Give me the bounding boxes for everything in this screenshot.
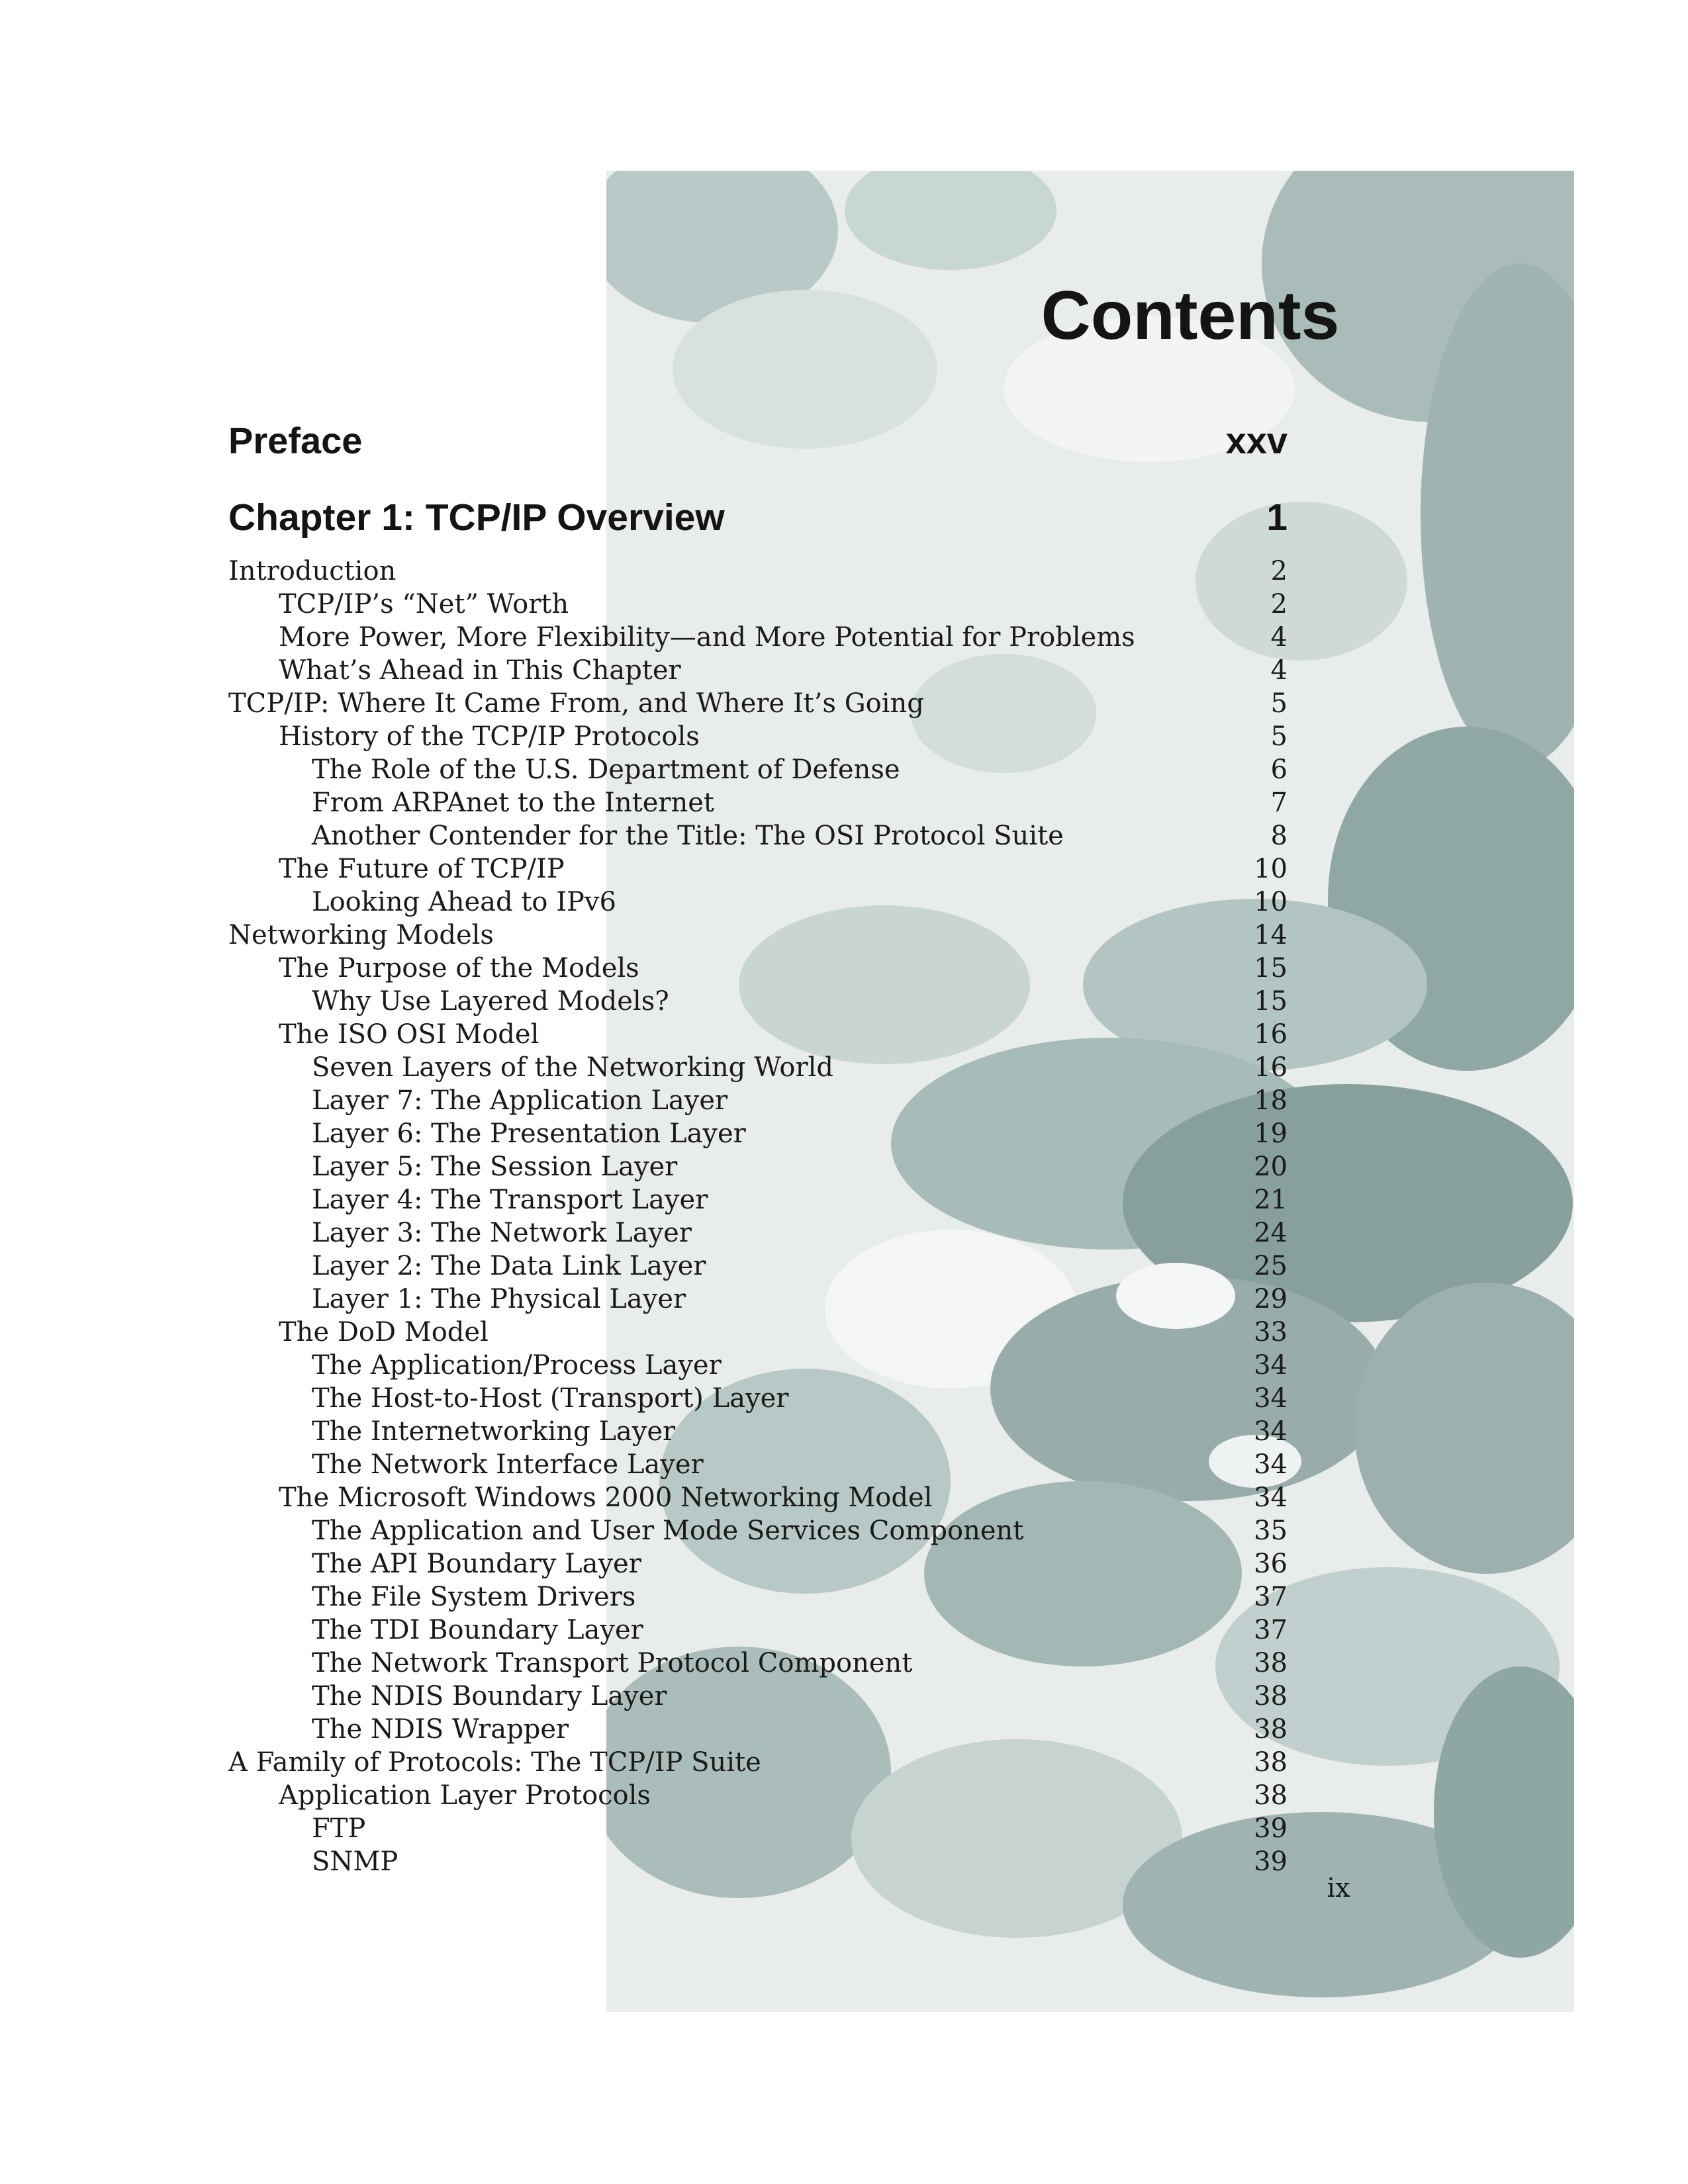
toc-entry-label: What’s Ahead in This Chapter [279,655,681,686]
toc-entry-label: History of the TCP/IP Protocols [279,721,700,752]
toc-entry[interactable] [228,1415,1288,1448]
toc-entry-label: The Application/Process Layer [312,1350,722,1381]
toc-entry[interactable] [228,1349,1288,1382]
toc-entry-label: The Purpose of the Models [279,953,639,983]
toc-entry-label: Layer 3: The Network Layer [312,1218,692,1248]
toc-entry-label: FTP [312,1813,366,1844]
toc-entry[interactable] [228,1547,1288,1580]
toc-entry-label: The Network Interface Layer [312,1449,704,1480]
toc-entry[interactable] [228,1183,1288,1216]
toc-entry-label: From ARPAnet to the Internet [312,788,714,818]
toc-entry-label: The Application and User Mode Services Component [312,1516,1024,1546]
toc-entry-label: The Future of TCP/IP [279,854,565,884]
toc-entry[interactable] [228,1746,1288,1779]
toc-entry[interactable] [228,1812,1288,1845]
toc-entry-page: 16 [1254,1052,1288,1083]
toc-entry-page: 14 [1254,920,1288,950]
toc-entry[interactable] [228,1614,1288,1647]
toc-entry-page: 34 [1254,1449,1288,1480]
toc-entry[interactable] [228,1283,1288,1316]
toc-entry-label: The API Boundary Layer [312,1549,641,1579]
toc-entry-label: Layer 7: The Application Layer [312,1085,728,1116]
toc-entry[interactable] [228,555,1288,588]
toc-entry-label: Layer 4: The Transport Layer [312,1185,708,1215]
toc-entry-page: 37 [1254,1582,1288,1612]
toc-entries [228,555,1288,1878]
toc-entry-page: 34 [1254,1383,1288,1414]
toc-entry-page: 37 [1254,1615,1288,1645]
page-title: Contents [1041,277,1340,354]
toc-entry-page: 36 [1254,1549,1288,1579]
toc-entry-page: 5 [1270,688,1288,719]
toc-entry-label: The Internetworking Layer [312,1416,676,1447]
toc-entry-page: 4 [1270,622,1288,653]
toc-entry-label: Why Use Layered Models? [312,986,669,1017]
toc-entry[interactable] [228,753,1288,786]
toc-entry-label: The Role of the U.S. Department of Defense [312,754,900,785]
toc-entry[interactable] [228,1250,1288,1283]
toc-entry-label: Networking Models [228,920,494,950]
toc-entry-label: Layer 5: The Session Layer [312,1152,678,1182]
toc-entry-page: 2 [1270,589,1288,619]
toc-entry-label: The Microsoft Windows 2000 Networking Model [279,1482,933,1513]
toc-entry-page: 19 [1254,1118,1288,1149]
toc-entry-page: 20 [1254,1152,1288,1182]
toc-entry[interactable] [228,1216,1288,1250]
toc-entry-page: 4 [1270,655,1288,686]
toc-entry[interactable] [228,1514,1288,1547]
toc-entry[interactable] [228,1316,1288,1349]
toc-entry-label: The Host-to-Host (Transport) Layer [312,1383,789,1414]
toc-entry-page: 33 [1254,1317,1288,1347]
toc-entry-label: Introduction [228,556,397,586]
toc-entry[interactable] [228,985,1288,1018]
toc-entry-label: More Power, More Flexibility—and More Potential for Problems [279,622,1135,653]
toc-entry-page: 10 [1254,887,1288,917]
toc-entry[interactable] [228,654,1288,687]
toc-entry-page: 38 [1254,1747,1288,1778]
toc-entry[interactable] [228,952,1288,985]
toc-entry[interactable] [228,1713,1288,1746]
toc-entry-page: 34 [1254,1416,1288,1447]
toc-entry-label: TCP/IP’s “Net” Worth [279,589,569,619]
toc-entry-page: 10 [1254,854,1288,884]
toc-entry-page: 7 [1270,788,1288,818]
toc-entry[interactable] [228,687,1288,720]
toc-entry[interactable] [228,852,1288,886]
toc-entry-label: Layer 6: The Presentation Layer [312,1118,746,1149]
toc-entry-label: Another Contender for the Title: The OSI Protocol Suite [312,821,1064,851]
toc-entry-page: 35 [1254,1516,1288,1546]
toc-entry-page: 18 [1254,1085,1288,1116]
toc-entry[interactable] [228,919,1288,952]
toc-entry-page: 25 [1254,1251,1288,1281]
toc-entry-page: 5 [1270,721,1288,752]
chapter-label: Chapter 1: TCP/IP Overview [228,496,725,539]
toc-entry-label: Layer 1: The Physical Layer [312,1284,686,1314]
toc-entry-label: Application Layer Protocols [279,1780,651,1811]
toc-entry-page: 24 [1254,1218,1288,1248]
toc-entry-label: The NDIS Wrapper [312,1714,569,1745]
toc-entry[interactable] [228,1647,1288,1680]
toc-entry-label: Seven Layers of the Networking World [312,1052,833,1083]
toc-entry-label: Looking Ahead to IPv6 [312,887,616,917]
toc-entry[interactable] [228,886,1288,919]
toc-entry[interactable] [228,1382,1288,1415]
preface-page: xxv [1225,420,1288,461]
toc-entry[interactable] [228,1150,1288,1183]
toc-entry-page: 29 [1254,1284,1288,1314]
toc-entry[interactable] [228,1680,1288,1713]
toc-entry[interactable] [228,1845,1288,1878]
toc-entry[interactable] [228,1779,1288,1812]
toc-entry[interactable] [228,819,1288,852]
toc-entry[interactable] [228,1018,1288,1051]
chapter-page: 1 [1266,496,1288,539]
toc-entry[interactable] [228,1051,1288,1084]
toc-entry-page: 39 [1254,1813,1288,1844]
toc-entry[interactable] [228,1448,1288,1481]
toc-entry-label: SNMP [312,1846,399,1877]
toc-entry-page: 38 [1254,1648,1288,1678]
preface-label: Preface [228,420,363,461]
toc-entry[interactable] [228,588,1288,621]
toc-entry[interactable] [228,1084,1288,1117]
toc-entry-label: The Network Transport Protocol Component [312,1648,913,1678]
toc-entry-label: The ISO OSI Model [279,1019,539,1050]
toc-entry-page: 16 [1254,1019,1288,1050]
toc-entry-label: The DoD Model [279,1317,489,1347]
toc-entry-label: TCP/IP: Where It Came From, and Where It’s Going [228,688,924,719]
toc-entry-page: 6 [1270,754,1288,785]
toc-preface[interactable] [228,414,1288,467]
toc-entry-page: 38 [1254,1681,1288,1711]
toc-entry[interactable] [228,1117,1288,1150]
toc-entry-page: 15 [1254,953,1288,983]
toc-entry-page: 38 [1254,1714,1288,1745]
toc-entry-page: 34 [1254,1482,1288,1513]
toc-entry-page: 21 [1254,1185,1288,1215]
toc-entry[interactable] [228,1481,1288,1514]
page-number: ix [1327,1873,1350,1903]
toc-entry[interactable] [228,786,1288,819]
toc-entry-label: The File System Drivers [312,1582,636,1612]
toc-entry[interactable] [228,1580,1288,1614]
toc-entry-page: 38 [1254,1780,1288,1811]
toc-entry-page: 39 [1254,1846,1288,1877]
toc-entry[interactable] [228,621,1288,654]
toc-entry-label: Layer 2: The Data Link Layer [312,1251,706,1281]
toc-entry-label: A Family of Protocols: The TCP/IP Suite [228,1747,761,1778]
toc-entry-page: 2 [1270,556,1288,586]
toc-entry-label: The TDI Boundary Layer [312,1615,643,1645]
toc-chapter-1[interactable] [228,491,1288,544]
toc-entry-label: The NDIS Boundary Layer [312,1681,667,1711]
toc-entry-page: 34 [1254,1350,1288,1381]
toc-entry-page: 8 [1270,821,1288,851]
toc-entry-page: 15 [1254,986,1288,1017]
toc-entry[interactable] [228,720,1288,753]
